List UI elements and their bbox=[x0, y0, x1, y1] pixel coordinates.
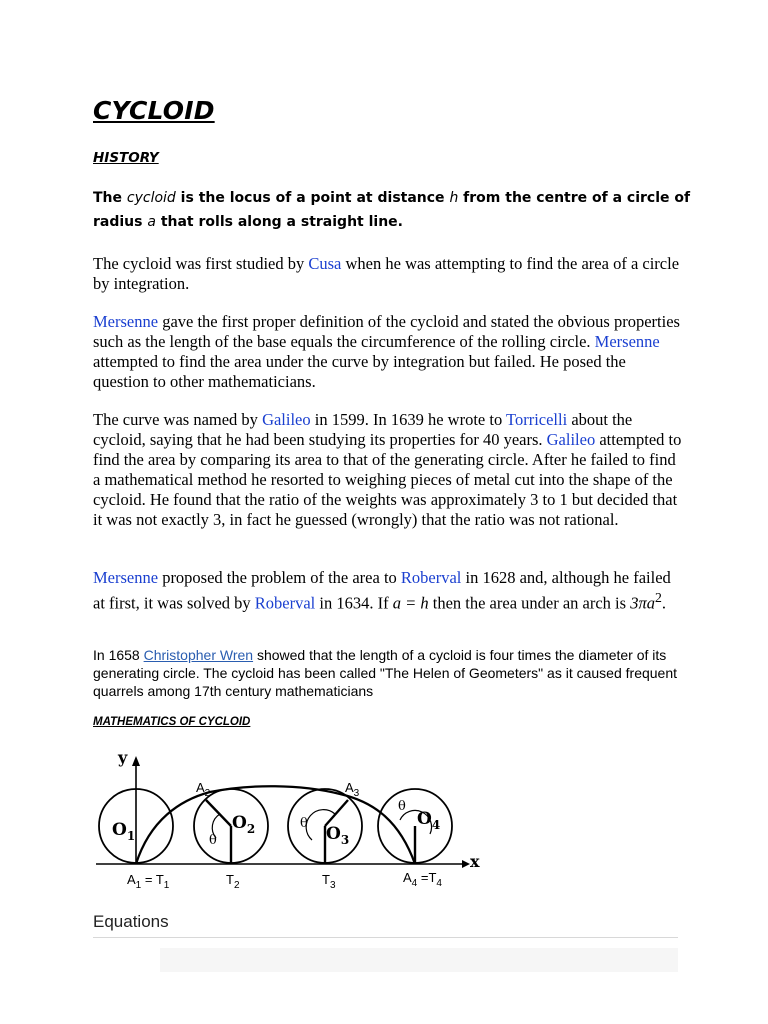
label-subscript: 4 bbox=[411, 878, 418, 889]
label-subscript: 1 bbox=[135, 880, 142, 891]
section-divider bbox=[93, 937, 678, 938]
term-cycloid: cycloid bbox=[126, 190, 176, 206]
text-run: is the locus of a point at distance bbox=[175, 190, 450, 206]
text-run: then the area under an arch is bbox=[428, 593, 631, 613]
point-label-t2 bbox=[226, 872, 240, 891]
equations-content-box bbox=[160, 948, 678, 972]
label-letter: A bbox=[196, 780, 205, 795]
text-run: about the cycloid, saying that he had been studying its properties for 40 years. bbox=[93, 410, 633, 449]
history-paragraph-2 bbox=[93, 312, 683, 392]
text-run: showed that the length of a cycloid is four times the diameter of its generating circle. The cycloid has been called "The Helen of Geometers" as it caused frequent quarrels among 17th century mathematicians bbox=[93, 647, 678, 699]
y-axis-arrow-icon bbox=[132, 756, 140, 766]
text-run: proposed the problem of the area to bbox=[158, 568, 401, 587]
area-exponent: 2 bbox=[654, 590, 662, 605]
label-subscript: 4 bbox=[431, 818, 441, 832]
theta-label: θ bbox=[300, 816, 308, 831]
link-galileo[interactable]: Galileo bbox=[546, 430, 596, 449]
link-galileo[interactable]: Galileo bbox=[262, 410, 311, 429]
link-christopher-wren[interactable]: Christopher Wren bbox=[143, 647, 254, 663]
centre-label-o4 bbox=[417, 809, 440, 832]
text-run: that rolls along a straight line. bbox=[155, 214, 403, 230]
radius-a3 bbox=[325, 800, 348, 826]
text-run: attempted to find the area under the curve by integration but failed. He posed the question to other mathematicians. bbox=[93, 352, 626, 391]
text-run: The bbox=[93, 190, 127, 206]
history-heading: HISTORY bbox=[93, 150, 159, 166]
equations-heading: Equations bbox=[93, 912, 169, 931]
centre-label-o2 bbox=[232, 813, 255, 836]
link-cusa[interactable]: Cusa bbox=[308, 254, 342, 273]
label-subscript: 1 bbox=[163, 880, 170, 891]
cycloid-curve bbox=[136, 786, 415, 864]
area-formula: 3πa bbox=[630, 593, 655, 613]
label-subscript: 2 bbox=[204, 788, 211, 799]
link-mersenne[interactable]: Mersenne bbox=[93, 568, 159, 587]
history-paragraph-4 bbox=[93, 568, 683, 614]
label-subscript: 4 bbox=[436, 878, 442, 889]
text-run: The cycloid was first studied by bbox=[93, 254, 309, 273]
radius-a2 bbox=[206, 800, 231, 826]
label-equals: =T bbox=[417, 870, 437, 885]
page-title: CYCLOID bbox=[93, 96, 215, 125]
text-run: attempted to find the area by comparing its area to that of the generating circle. After he failed to find a mathematical method he resorted to weighing pieces of metal cut into the shape of the cycloid. He found that the ratio of the weights was approximately 3 to 1 but decided that it was not exactly 3, in fact he guessed (wrongly) that the ratio was not rational. bbox=[93, 430, 682, 529]
point-label-a4-t4 bbox=[403, 870, 442, 889]
y-axis-label: y bbox=[118, 748, 128, 767]
label-letter: A bbox=[403, 870, 412, 885]
label-letter: O bbox=[232, 813, 247, 833]
label-letter: O bbox=[112, 820, 127, 840]
x-axis-arrow-icon bbox=[462, 860, 470, 868]
text-run: In 1658 bbox=[93, 647, 144, 663]
text-run: in 1599. In 1639 he wrote to bbox=[310, 410, 507, 429]
wren-paragraph bbox=[93, 646, 693, 700]
point-label-t3 bbox=[322, 872, 336, 891]
link-mersenne[interactable]: Mersenne bbox=[93, 312, 159, 331]
text-run: gave the first proper definition of the cycloid and stated the obvious properties such as the length of the base equals the circumference of the rolling circle. bbox=[93, 312, 680, 351]
point-label-a1-t1 bbox=[127, 872, 170, 891]
label-letter: O bbox=[326, 824, 341, 844]
text-run: The curve was named by bbox=[93, 410, 263, 429]
label-subscript: 2 bbox=[233, 880, 240, 891]
definition-paragraph bbox=[93, 186, 693, 234]
label-letter: T bbox=[226, 872, 234, 887]
label-subscript: 3 bbox=[340, 833, 350, 847]
equation-inline: a = h bbox=[392, 593, 429, 613]
history-paragraph-1 bbox=[93, 254, 683, 294]
link-torricelli[interactable]: Torricelli bbox=[506, 410, 568, 429]
label-equals: = T bbox=[141, 872, 164, 887]
label-letter: A bbox=[127, 872, 136, 887]
label-letter: A bbox=[345, 780, 354, 795]
text-run: . bbox=[661, 593, 666, 613]
var-h: h bbox=[449, 190, 459, 206]
label-letter: T bbox=[322, 872, 330, 887]
centre-label-o1 bbox=[112, 820, 135, 843]
history-paragraph-3 bbox=[93, 410, 683, 530]
text-run: in 1628 and, although he failed at first, it was solved by bbox=[93, 568, 671, 613]
link-mersenne[interactable]: Mersenne bbox=[594, 332, 660, 351]
mathematics-heading: MATHEMATICS OF CYCLOID bbox=[93, 716, 251, 728]
theta-label: θ bbox=[398, 799, 406, 814]
var-a: a bbox=[147, 214, 156, 230]
label-letter: O bbox=[417, 809, 432, 829]
centre-label-o3 bbox=[326, 824, 349, 847]
label-subscript: 3 bbox=[329, 880, 336, 891]
link-roberval[interactable]: Roberval bbox=[254, 593, 316, 613]
theta-label: θ bbox=[209, 833, 217, 848]
x-axis-label: x bbox=[470, 852, 480, 871]
label-subscript: 3 bbox=[353, 788, 360, 799]
link-roberval[interactable]: Roberval bbox=[400, 568, 462, 587]
text-run: in 1634. If bbox=[315, 593, 393, 613]
label-subscript: 2 bbox=[246, 822, 256, 836]
cycloid-diagram bbox=[90, 742, 490, 892]
text-run: from the centre of a circle of radius bbox=[93, 190, 691, 230]
text-run: when he was attempting to find the area of a circle by integration. bbox=[93, 254, 680, 293]
label-subscript: 1 bbox=[126, 829, 136, 843]
